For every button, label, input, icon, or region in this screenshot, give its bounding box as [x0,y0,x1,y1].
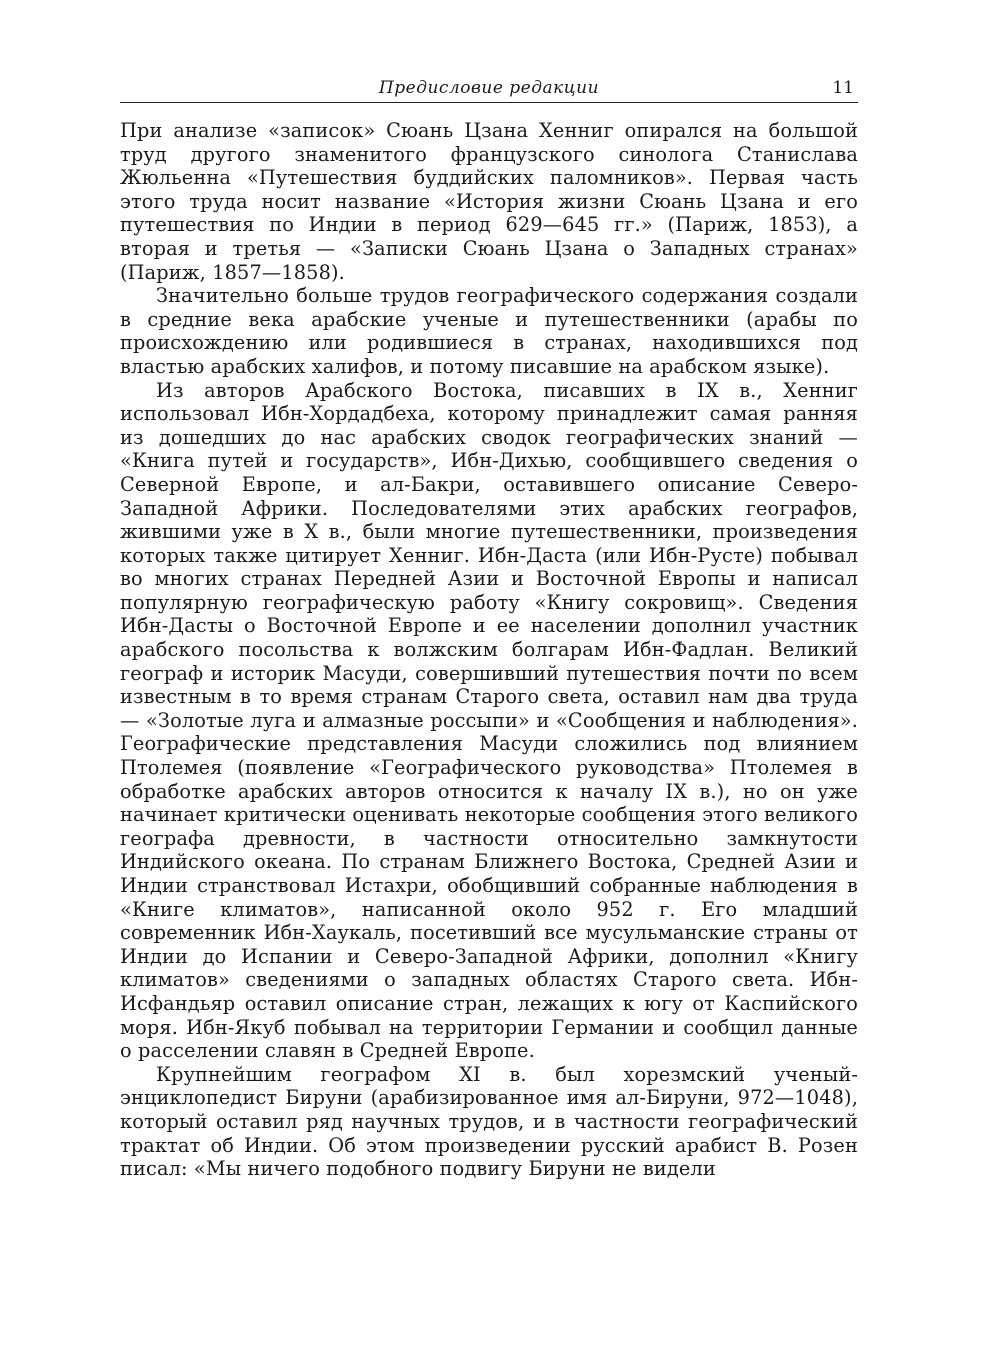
paragraph-xuanzang-notes: При анализе «записок» Сюань Цзана Хенниг опирался на большой труд другого знаменитого французского синолога Станислава Жюльенна «Путешествия буддийских паломников». Первая часть этого труда носит название «История жизни Сюань Цзана и его путешествия по Индии в период 629—645 гг.» (Париж, 1853), а вторая и третья — «Записки Сюань Цзана о Западных странах» (Париж, 1857—1858). [120,119,858,284]
book-page [120,74,858,1181]
paragraph-arab-east-authors: Из авторов Арабского Востока, писавших в IX в., Хенниг использовал Ибн-Хордадбеха, которому принадлежит самая ранняя из дошедших до нас арабских сводок географических знаний — «Книга путей и государств», Ибн-Дихью, сообщившего сведения о Северной Европе, и ал-Бакри, оставившего описание Северо-Западной Африки. Последователями этих арабских географов, жившими уже в X в., были многие путешественники, произведения которых также цитирует Хенниг. Ибн-Даста (или Ибн-Русте) побывал во многих странах Передней Азии и Восточной Европы и написал популярную географическую работу «Книгу сокровищ». Сведения Ибн-Дасты о Восточной Европе и ее населении дополнил участник арабского посольства к волжским болгарам Ибн-Фадлан. Великий географ и историк Масуди, совершивший путешествия почти по всем известным в то время странам Старого света, оставил нам два труда — «Золотые луга и алмазные россыпи» и «Сообщения и наблюдения». Географические представления Масуди сложились под влиянием Птолемея (появление «Географического руководства» Птолемея в обработке арабских авторов относится к началу IX в.), но он уже начинает критически оценивать некоторые сообщения этого великого географа древности, в частности относительно замкнутости Индийского океана. По странам Ближнего Востока, Средней Азии и Индии странствовал Истахри, обобщивший собранные наблюдения в «Книге климатов», написанной около 952 г. Его младший современник Ибн-Хаукаль, посетивший все мусульманские страны от Индии до Испании и Северо-Западной Африки, дополнил «Книгу климатов» сведениями о западных областях Старого света. Ибн-Исфандьяр оставил описание стран, лежащих к югу от Каспийского моря. Ибн-Якуб побывал на территории Германии и сообщил данные о расселении славян в Средней Европе. [120,378,858,1063]
paragraph-biruni: Крупнейшим географом XI в. был хорезмский ученый-энциклопедист Бируни (арабизированное имя ал-Бируни, 972—1048), который оставил ряд научных трудов, и в частности географический трактат об Индии. Об этом произведении русский арабист В. Розен писал: «Мы ничего подобного подвигу Бируни не видели [120,1062,858,1181]
body-text [120,119,858,1181]
running-header [120,74,858,103]
paragraph-arab-scholars: Значительно больше трудов географического содержания создали в средние века арабские ученые и путешественники (арабы по происхождению или родившиеся в странах, находившихся под властью арабских халифов, и потому писавшие на арабском языке). [120,284,858,378]
page-number: 11 [832,78,854,98]
running-title: Предисловие редакции [378,78,600,98]
